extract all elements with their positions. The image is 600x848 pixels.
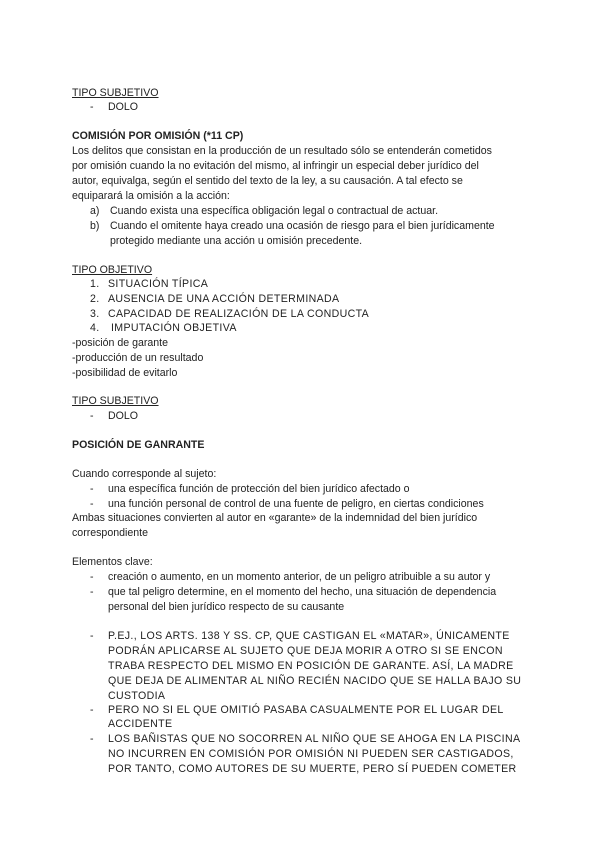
- list-item: DOLO: [108, 101, 139, 113]
- dash-marker: -: [90, 630, 94, 642]
- sub-item: -posibilidad de evitarlo: [72, 367, 178, 379]
- list-marker: b): [90, 220, 100, 232]
- list-item: que tal peligro determine, en el momento del hecho, una situación de dependencia: [108, 586, 497, 598]
- note-line: P.EJ., LOS ARTS. 138 Y SS. CP, QUE CASTIGAN EL «MATAR», ÚNICAMENTE: [108, 630, 510, 642]
- paragraph-line: por omisión cuando la no evitación del mismo, al infringir un especial deber jurídico del: [72, 160, 479, 172]
- list-item: IMPUTACIÓN OBJETIVA: [111, 322, 237, 334]
- dash-marker: -: [90, 704, 94, 716]
- note-line: NO INCURREN EN COMISIÓN POR OMISIÓN NI PUEDEN SER CASTIGADOS,: [108, 748, 514, 760]
- list-item: Cuando exista una específica obligación legal o contractual de actuar.: [110, 205, 439, 217]
- list-item: SITUACIÓN TÍPICA: [108, 278, 209, 290]
- note-line: QUE DEJA DE ALIMENTAR AL NIÑO RECIÉN NACIDO QUE SE HALLA BAJO SU: [108, 675, 522, 687]
- paragraph-line: autor, equivalga, según el sentido del texto de la ley, a su causación. A tal efecto se: [72, 175, 463, 187]
- list-marker: 3.: [90, 308, 100, 320]
- dash-marker: -: [90, 733, 94, 745]
- list-item: una función personal de control de una fuente de peligro, en ciertas condiciones: [108, 498, 484, 510]
- dash-marker: -: [90, 101, 94, 113]
- list-item: CAPACIDAD DE REALIZACIÓN DE LA CONDUCTA: [108, 308, 370, 320]
- note-line: TRABA RESPECTO DEL MISMO EN POSICIÓN DE GARANTE. ASÍ, LA MADRE: [108, 660, 514, 672]
- heading-posicion-de-garante: POSICIÓN DE GANRANTE: [72, 439, 205, 451]
- list-item-continuation: protegido mediante una acción u omisión precedente.: [110, 235, 363, 247]
- list-item: AUSENCIA DE UNA ACCIÓN DETERMINADA: [108, 293, 340, 305]
- note-line: POR TANTO, COMO AUTORES DE SU MUERTE, PERO SÍ PUEDEN COMETER: [108, 763, 517, 775]
- sub-item: -producción de un resultado: [72, 352, 204, 364]
- list-marker: 2.: [90, 293, 100, 305]
- list-marker: 1.: [90, 278, 100, 290]
- note-line: LOS BAÑISTAS QUE NO SOCORREN AL NIÑO QUE SE AHOGA EN LA PISCINA: [108, 733, 521, 745]
- paragraph-line: equiparará la omisión a la acción:: [72, 190, 230, 202]
- note-line: ACCIDENTE: [108, 718, 173, 730]
- paragraph-line: Ambas situaciones convierten al autor en «garante» de la indemnidad del bien jurídico: [72, 512, 478, 524]
- list-item: Cuando el omitente haya creado una ocasión de riesgo para el bien jurídicamente: [110, 220, 495, 232]
- dash-marker: -: [90, 571, 94, 583]
- paragraph-line: Los delitos que consistan en la producción de un resultado sólo se entenderán cometidos: [72, 145, 492, 157]
- dash-marker: -: [90, 483, 94, 495]
- list-item: DOLO: [108, 410, 139, 422]
- list-item: una específica función de protección del bien jurídico afectado o: [108, 483, 410, 495]
- note-line: PERO NO SI EL QUE OMITIÓ PASABA CASUALMENTE POR EL LUGAR DEL: [108, 704, 504, 716]
- dash-marker: -: [90, 586, 94, 598]
- paragraph-line: Elementos clave:: [72, 556, 153, 568]
- list-marker: a): [90, 205, 100, 217]
- heading-comision-por-omision: COMISIÓN POR OMISIÓN (*11 CP): [72, 130, 244, 142]
- list-item-continuation: personal del bien jurídico respecto de su causante: [108, 601, 345, 613]
- note-line: CUSTODIA: [108, 690, 166, 702]
- heading-tipo-subjetivo-1: TIPO SUBJETIVO: [72, 87, 159, 99]
- paragraph-line: Cuando corresponde al sujeto:: [72, 468, 217, 480]
- heading-tipo-objetivo: TIPO OBJETIVO: [72, 264, 153, 276]
- list-marker: 4.: [90, 322, 100, 334]
- heading-tipo-subjetivo-2: TIPO SUBJETIVO: [72, 395, 159, 407]
- paragraph-line: correspondiente: [72, 527, 148, 539]
- dash-marker: -: [90, 498, 94, 510]
- dash-marker: -: [90, 410, 94, 422]
- list-item: creación o aumento, en un momento anterior, de un peligro atribuible a su autor y: [108, 571, 491, 583]
- note-line: PODRÁN APLICARSE AL SUJETO QUE DEJA MORIR A OTRO SI SE ENCON: [108, 645, 503, 657]
- sub-item: -posición de garante: [72, 337, 168, 349]
